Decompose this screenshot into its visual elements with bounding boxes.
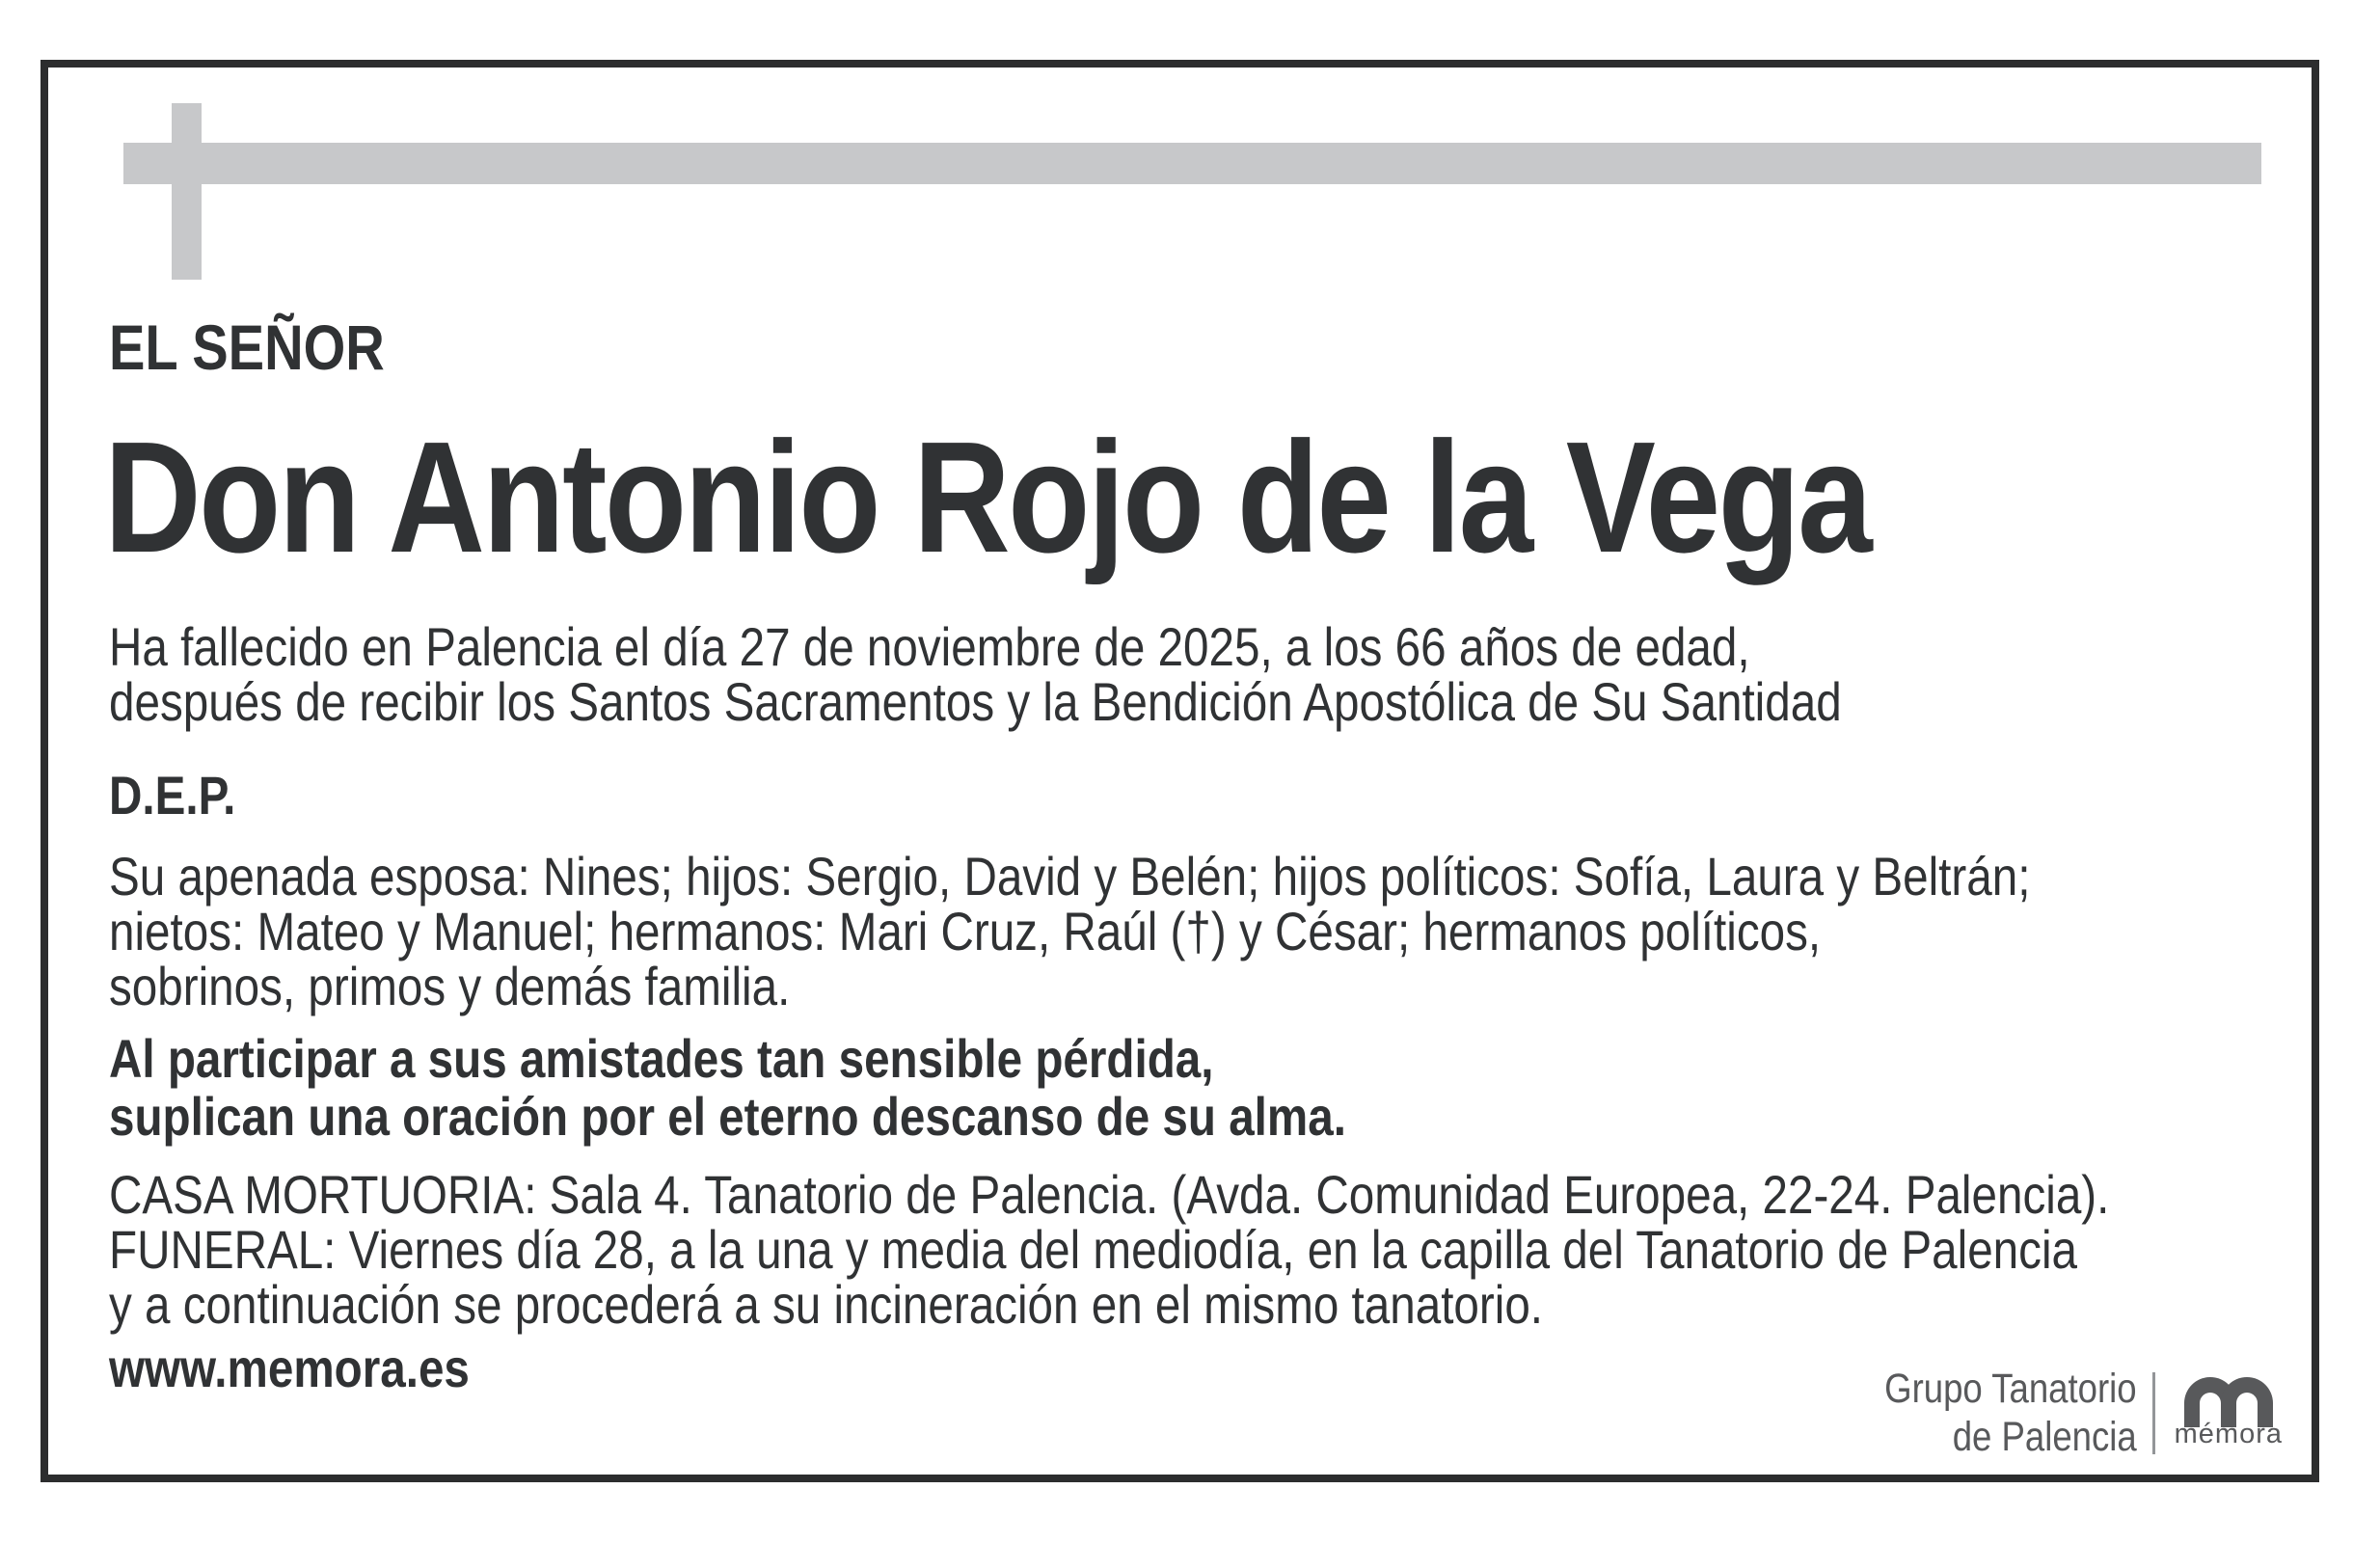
deceased-name (104, 407, 2181, 588)
border-frame (41, 60, 2319, 1482)
family-paragraph (109, 846, 2369, 1016)
group-name-line2: de Palencia (1952, 1414, 2137, 1460)
funeral-details (109, 1164, 2380, 1335)
cross-icon (123, 103, 251, 280)
memora-m-icon (2184, 1377, 2273, 1427)
death-notice-line: después de recibir los Santos Sacramentos y la Bendición Apostólica de Su Santidad (109, 671, 1842, 732)
memora-logo (2175, 1377, 2283, 1448)
dep-abbreviation: D.E.P. (109, 765, 236, 826)
header-rule (196, 143, 2261, 184)
salutation-text: EL SEÑOR (109, 311, 385, 383)
mortuary-line: CASA MORTUORIA: Sala 4. Tanatorio de Palencia. (Avda. Comunidad Europea, 22-24. Palencia). (109, 1164, 2110, 1225)
death-notice-line: Ha fallecido en Palencia el día 27 de noviembre de 2025, a los 66 años de edad, (109, 616, 1750, 677)
family-line: sobrinos, primos y demás familia. (109, 956, 791, 1016)
participation-line: suplican una oración por el eterno descanso de su alma. (109, 1086, 1346, 1147)
deceased-name-text: Don Antonio Rojo de la Vega (104, 409, 1871, 585)
memora-wordmark: mémora (2174, 1419, 2283, 1449)
death-notice (109, 616, 2148, 732)
group-name-line1: Grupo Tanatorio (1884, 1366, 2137, 1412)
family-line: nietos: Mateo y Manuel; hermanos: Mari Cruz, Raúl (†) y César; hermanos políticos, (109, 901, 1822, 961)
funeral-line: FUNERAL: Viernes día 28, a la una y media del mediodía, en la capilla del Tanatorio de Palencia (109, 1219, 2077, 1280)
cross-vertical-bar (172, 103, 202, 280)
family-line: Su apenada esposa: Nines; hijos: Sergio, David y Belén; hijos políticos: Sofía, Laura y Beltrán; (109, 846, 2031, 907)
website-url: www.memora.es (109, 1338, 470, 1398)
group-name (1840, 1365, 2137, 1461)
salutation (109, 311, 433, 384)
participation-line: Al participar a sus amistades tan sensible pérdida, (109, 1028, 1214, 1089)
footer-brand-area (1840, 1365, 2283, 1461)
cremation-line: y a continuación se procederá a su incineración en el mismo tanatorio. (109, 1274, 1544, 1335)
footer-divider (2152, 1372, 2155, 1454)
participation-paragraph (109, 1030, 1564, 1146)
